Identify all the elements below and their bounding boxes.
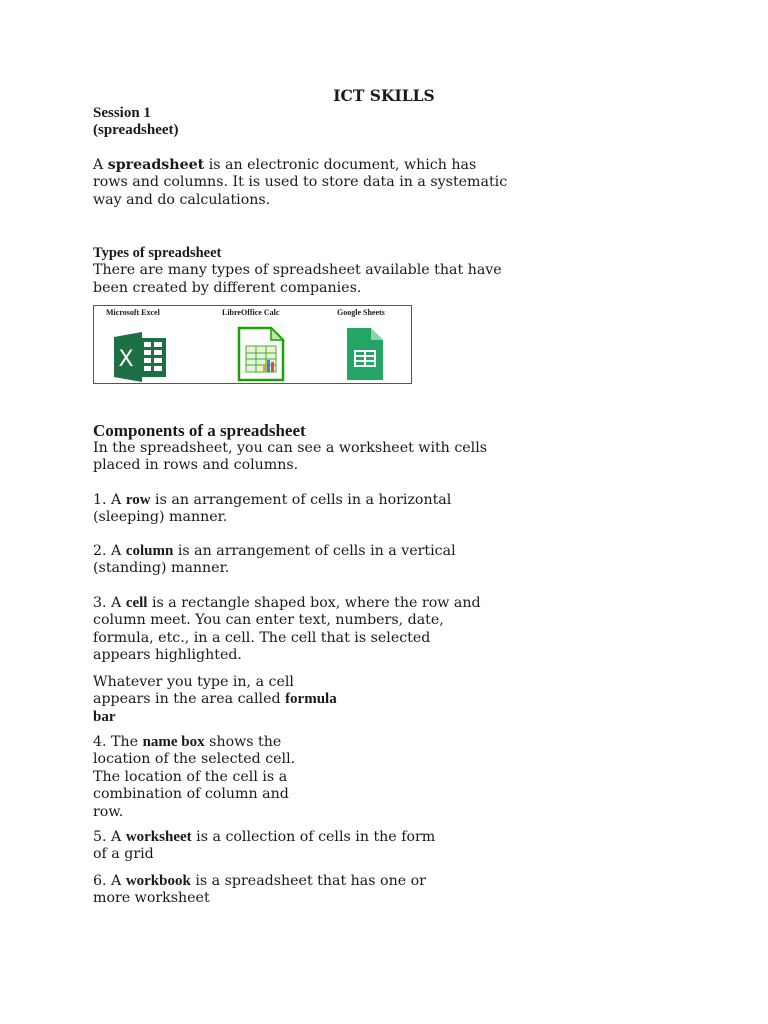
intro-term: spreadsheet	[107, 157, 205, 173]
item-row-term: row	[125, 492, 151, 508]
workbook-term: workbook	[125, 873, 191, 889]
excel-icon	[114, 332, 168, 382]
item-cell-line-3: formula, etc., in a cell. The cell that is selected	[93, 629, 431, 646]
workbook-post: is a spreadsheet that has one or	[190, 873, 426, 889]
item-cell-post: is a rectangle shaped box, where the row and	[147, 595, 481, 611]
namebox-line-1	[93, 734, 295, 751]
formula-line-2-pre: appears in the area called	[93, 691, 286, 708]
item-cell-line-1	[93, 595, 481, 612]
intro-a: A	[93, 157, 108, 173]
components-intro-2: placed in rows and columns.	[93, 457, 299, 474]
worksheet-line-2: of a grid	[93, 846, 154, 863]
namebox-term: name box	[142, 734, 205, 750]
namebox-line-2: location of the selected cell.	[93, 751, 296, 768]
logo-libreoffice-calc	[204, 306, 314, 383]
session-topic: (spreadsheet)	[93, 122, 179, 139]
item-cell-term: cell	[125, 595, 148, 611]
worksheet-line-1	[93, 829, 435, 846]
libreoffice-calc-icon	[237, 326, 287, 382]
svg-text:X: X	[118, 347, 134, 372]
page-title	[0, 87, 768, 104]
item-cell-line-4: appears highlighted.	[93, 647, 242, 664]
workbook-pre: 6. A	[93, 873, 126, 889]
types-section	[93, 245, 502, 297]
intro-line-2: rows and columns. It is used to store data in a systematic	[93, 174, 508, 191]
google-sheets-icon	[345, 326, 385, 382]
worksheet-pre: 5. A	[93, 829, 126, 845]
logo-calc-label: LibreOffice Calc	[222, 308, 280, 317]
item-cell-line-2: column meet. You can enter text, numbers, date,	[93, 612, 444, 629]
spreadsheet-logos-figure	[93, 305, 412, 384]
intro-paragraph	[93, 157, 507, 209]
item-column-line-1	[93, 543, 456, 560]
namebox-line-4: combination of column and	[93, 786, 289, 803]
item-worksheet	[93, 829, 435, 864]
types-line-2: been created by different companies.	[93, 279, 362, 296]
namebox-post: shows the	[204, 734, 282, 750]
workbook-line-2: more worksheet	[93, 890, 210, 907]
item-column	[93, 543, 456, 578]
formula-term-1: formula	[285, 691, 337, 708]
components-intro	[93, 440, 487, 475]
item-row-line-2: (sleeping) manner.	[93, 509, 228, 526]
logo-google-sheets	[319, 306, 411, 383]
formula-line-1: Whatever you type in, a cell	[93, 674, 294, 690]
logo-sheets-label: Google Sheets	[337, 308, 385, 317]
item-row-pre: 1. A	[93, 492, 126, 508]
workbook-line-1	[93, 873, 426, 890]
logo-excel-label: Microsoft Excel	[106, 308, 160, 317]
item-column-post: is an arrangement of cells in a vertical	[173, 543, 456, 559]
intro-rest: is an electronic document, which has	[204, 157, 477, 173]
item-workbook	[93, 873, 426, 908]
types-line-1: There are many types of spreadsheet available that have	[93, 262, 502, 279]
namebox-line-3: The location of the cell is a	[93, 768, 288, 785]
item-row-post: is an arrangement of cells in a horizontal	[150, 492, 452, 508]
formula-term-2: bar	[93, 708, 116, 725]
components-heading: Components of a spreadsheet	[93, 421, 306, 440]
item-row	[93, 492, 451, 527]
item-column-line-2: (standing) manner.	[93, 560, 230, 577]
intro-line-1	[93, 157, 507, 174]
item-row-line-1	[93, 492, 451, 509]
worksheet-term: worksheet	[125, 829, 192, 845]
components-section-heading	[93, 422, 306, 439]
worksheet-post: is a collection of cells in the form	[191, 829, 436, 845]
session-number: Session 1	[93, 105, 151, 121]
item-column-term: column	[125, 543, 174, 559]
page-title-text: ICT SKILLS	[333, 86, 435, 105]
intro-line-3: way and do calculations.	[93, 191, 271, 208]
item-name-box	[93, 734, 295, 821]
item-cell	[93, 595, 481, 665]
item-cell-pre: 3. A	[93, 595, 126, 611]
formula-line-2	[93, 691, 337, 708]
namebox-pre: 4. The	[93, 734, 143, 750]
components-intro-1: In the spreadsheet, you can see a worksheet with cells	[93, 440, 488, 456]
types-heading: Types of spreadsheet	[93, 245, 222, 261]
namebox-line-5: row.	[93, 803, 124, 820]
item-formula-bar	[93, 674, 337, 726]
item-column-pre: 2. A	[93, 543, 126, 559]
session-heading	[93, 105, 179, 140]
logo-excel	[94, 306, 184, 383]
